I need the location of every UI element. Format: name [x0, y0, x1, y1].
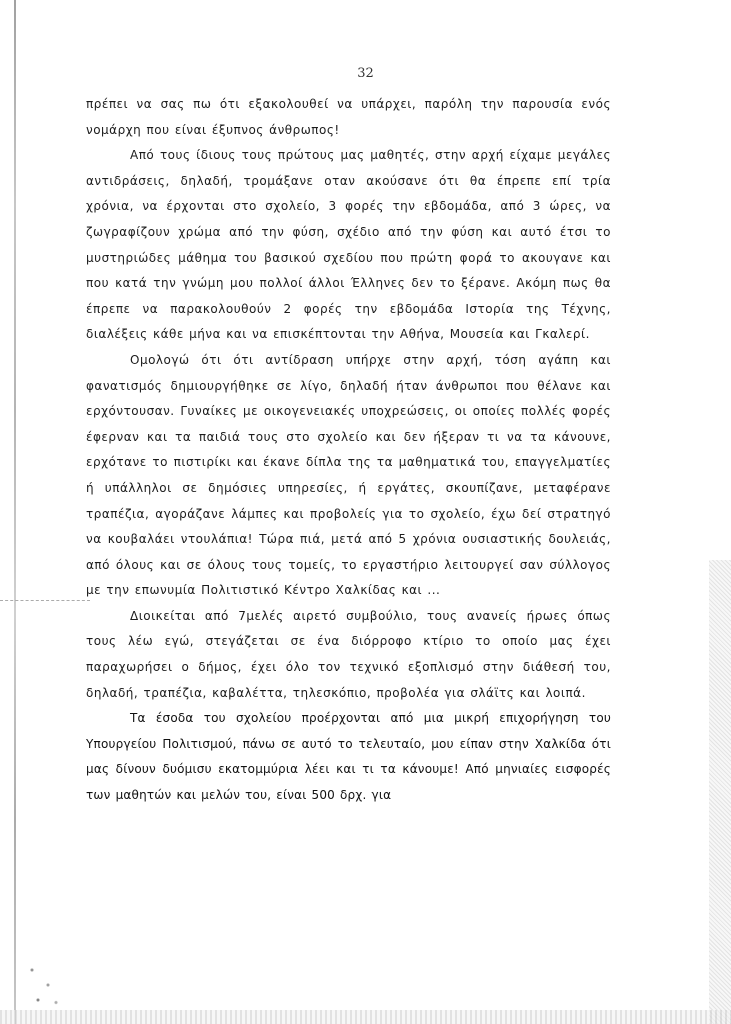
scan-edge-left — [14, 0, 16, 1024]
paragraph-1: πρέπει να σας πω ότι εξακολουθεί να υπάρχει, παρόλη την παρουσία ενός νομάρχη που είναι έξυπνος άνθρωπος! — [86, 97, 611, 137]
paragraph-2: Από τους ίδιους τους πρώτους μας μαθητές, στην αρχή είχαμε μεγάλες αντιδράσεις, δηλαδή, τρομάξανε οταν ακούσανε ότι θα έπρεπε επί τρία χρόνια, να έρχονται στο σχολείο, 3 φορές την εβδομάδα, από 3 ώρες, να ζωγραφίζουν χρώμα από την φύση, σχέδιο από την φύση και αυτό έτσι το μυστηριώδες μάθημα του βασικού σχεδίου που πρώτη φορά το ακουγανε και που κατά την γνώμη μου πολλοί άλλοι Έλληνες δεν το ξέρανε. Ακόμη πως θα έπρεπε να παρακολουθούν 2 φορές την εβδομάδα Ιστορία της Τέχνης, διαλέξεις κάθε μήνα και να επισκέπτονται την Αθήνα, Μουσεία και Γκαλερί. — [86, 148, 611, 342]
scan-bottom-edge — [0, 1010, 731, 1024]
paragraph-3: Ομολογώ ότι ότι αντίδραση υπήρχε στην αρχή, τόση αγάπη και φανατισμός δημιουργήθηκε σε λίγο, δηλαδή ήταν άνθρωποι που θέλανε και ερχόντουσαν. Γυναίκες με οικογενειακές υποχρεώσεις, οι οποίες πολλές φορές έφερναν και τα παιδιά τους στο σχολείο και δεν ήξεραν τι να τα κάνουνε, ερχότανε το πιστιρίκι και έκανε δίπλα της τα μαθηματικά του, επαγγελματίες ή υπάλληλοι σε δημόσιες υπηρεσίες, ή εργάτες, σκουπίζανε, μεταφέρανε τραπέζια, αγοράζανε λάμπες και προβολείς για το σχολείο, έχω δεί στρατηγό να κουβαλάει ντουλάπια! Τώρα πιά, μετά από 5 χρόνια ουσιαστικής δουλειάς, από όλους και σε όλους τους τομείς, το εργαστήριο λειτουργεί σαν σύλλογος με την επωνυμία Πολιτιστικό Κέντρο Χαλκίδας και ... — [86, 352, 611, 598]
scan-fold-mark — [0, 600, 90, 601]
scan-edge-right — [709, 560, 731, 1024]
page-number: 32 — [357, 66, 374, 81]
document-body — [86, 92, 611, 809]
scan-specks — [24, 960, 64, 1010]
paragraph-5: Τα έσοδα του σχολείου προέρχονται από μια μικρή επιχορήγηση του Υπουργείου Πολιτισμού, πάνω σε αυτό το τελευταίο, μου είπαν στην Χαλκίδα ότι μας δίνουν δυόμισυ εκατομμύρια λέει και τι τα κάνουμε! Από μηνιαίες εισφορές των μαθητών και μελών του, είναι 500 δρχ. για — [86, 711, 611, 803]
paragraph-4: Διοικείται από 7μελές αιρετό συμβούλιο, τους ανανείς ήρωες όπως τους λέω εγώ, στεγάζεται σε ένα διόρροφο κτίριο το οποίο μας έχει παραχωρήσει ο δήμος, έχει όλο τον τεχνικό εξοπλισμό στην διάθεσή του, δηλαδή, τραπέζια, καβαλέττα, τηλεσκόπιο, προβολέα για σλάϊτς και λοιπά. — [86, 608, 611, 700]
